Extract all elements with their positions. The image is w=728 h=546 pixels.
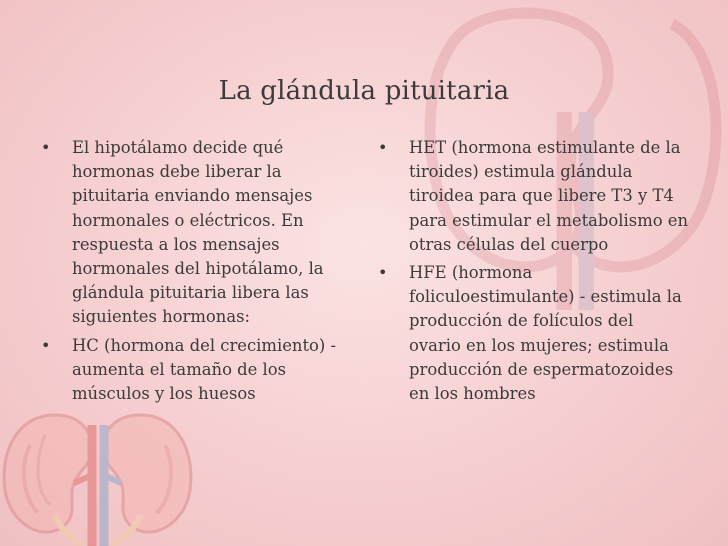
slide-title: La glándula pituitaria <box>218 76 510 106</box>
list-item <box>375 261 690 406</box>
left-column <box>38 136 343 410</box>
bullet-dot-icon: • <box>41 138 51 157</box>
bullet-text: HC (hormona del crecimiento) - aumenta el tamaño de los músculos y los huesos <box>72 335 337 404</box>
right-column <box>375 136 690 410</box>
bullet-dot-icon: • <box>378 263 388 283</box>
bullet-dot-icon: • <box>378 138 388 157</box>
bullet-text: HET (hormona estimulante de la tiroides) estimula glándula tiroidea para que libere T3 y T4 para estimular el metabolismo en otras células del cuerpo <box>409 138 689 254</box>
list-item <box>38 334 343 407</box>
list-item <box>375 136 690 257</box>
bullet-text: HFE (hormona foliculoestimulante) - estimula la producción de folículos del ovario en los mujeres; estimula producción de espermatozoides en los hombres <box>409 263 682 404</box>
kidney-illustration-icon <box>0 405 195 546</box>
list-item <box>38 136 343 330</box>
bullet-dot-icon: • <box>41 335 51 355</box>
left-bullet-list <box>38 136 343 406</box>
bullet-text: El hipotálamo decide qué hormonas debe liberar la pituitaria enviando mensajes hormonales o eléctricos. En respuesta a los mensajes hormonales del hipotálamo, la glándula pituitaria libera las siguientes hormonas: <box>72 138 324 327</box>
right-bullet-list <box>375 136 690 406</box>
